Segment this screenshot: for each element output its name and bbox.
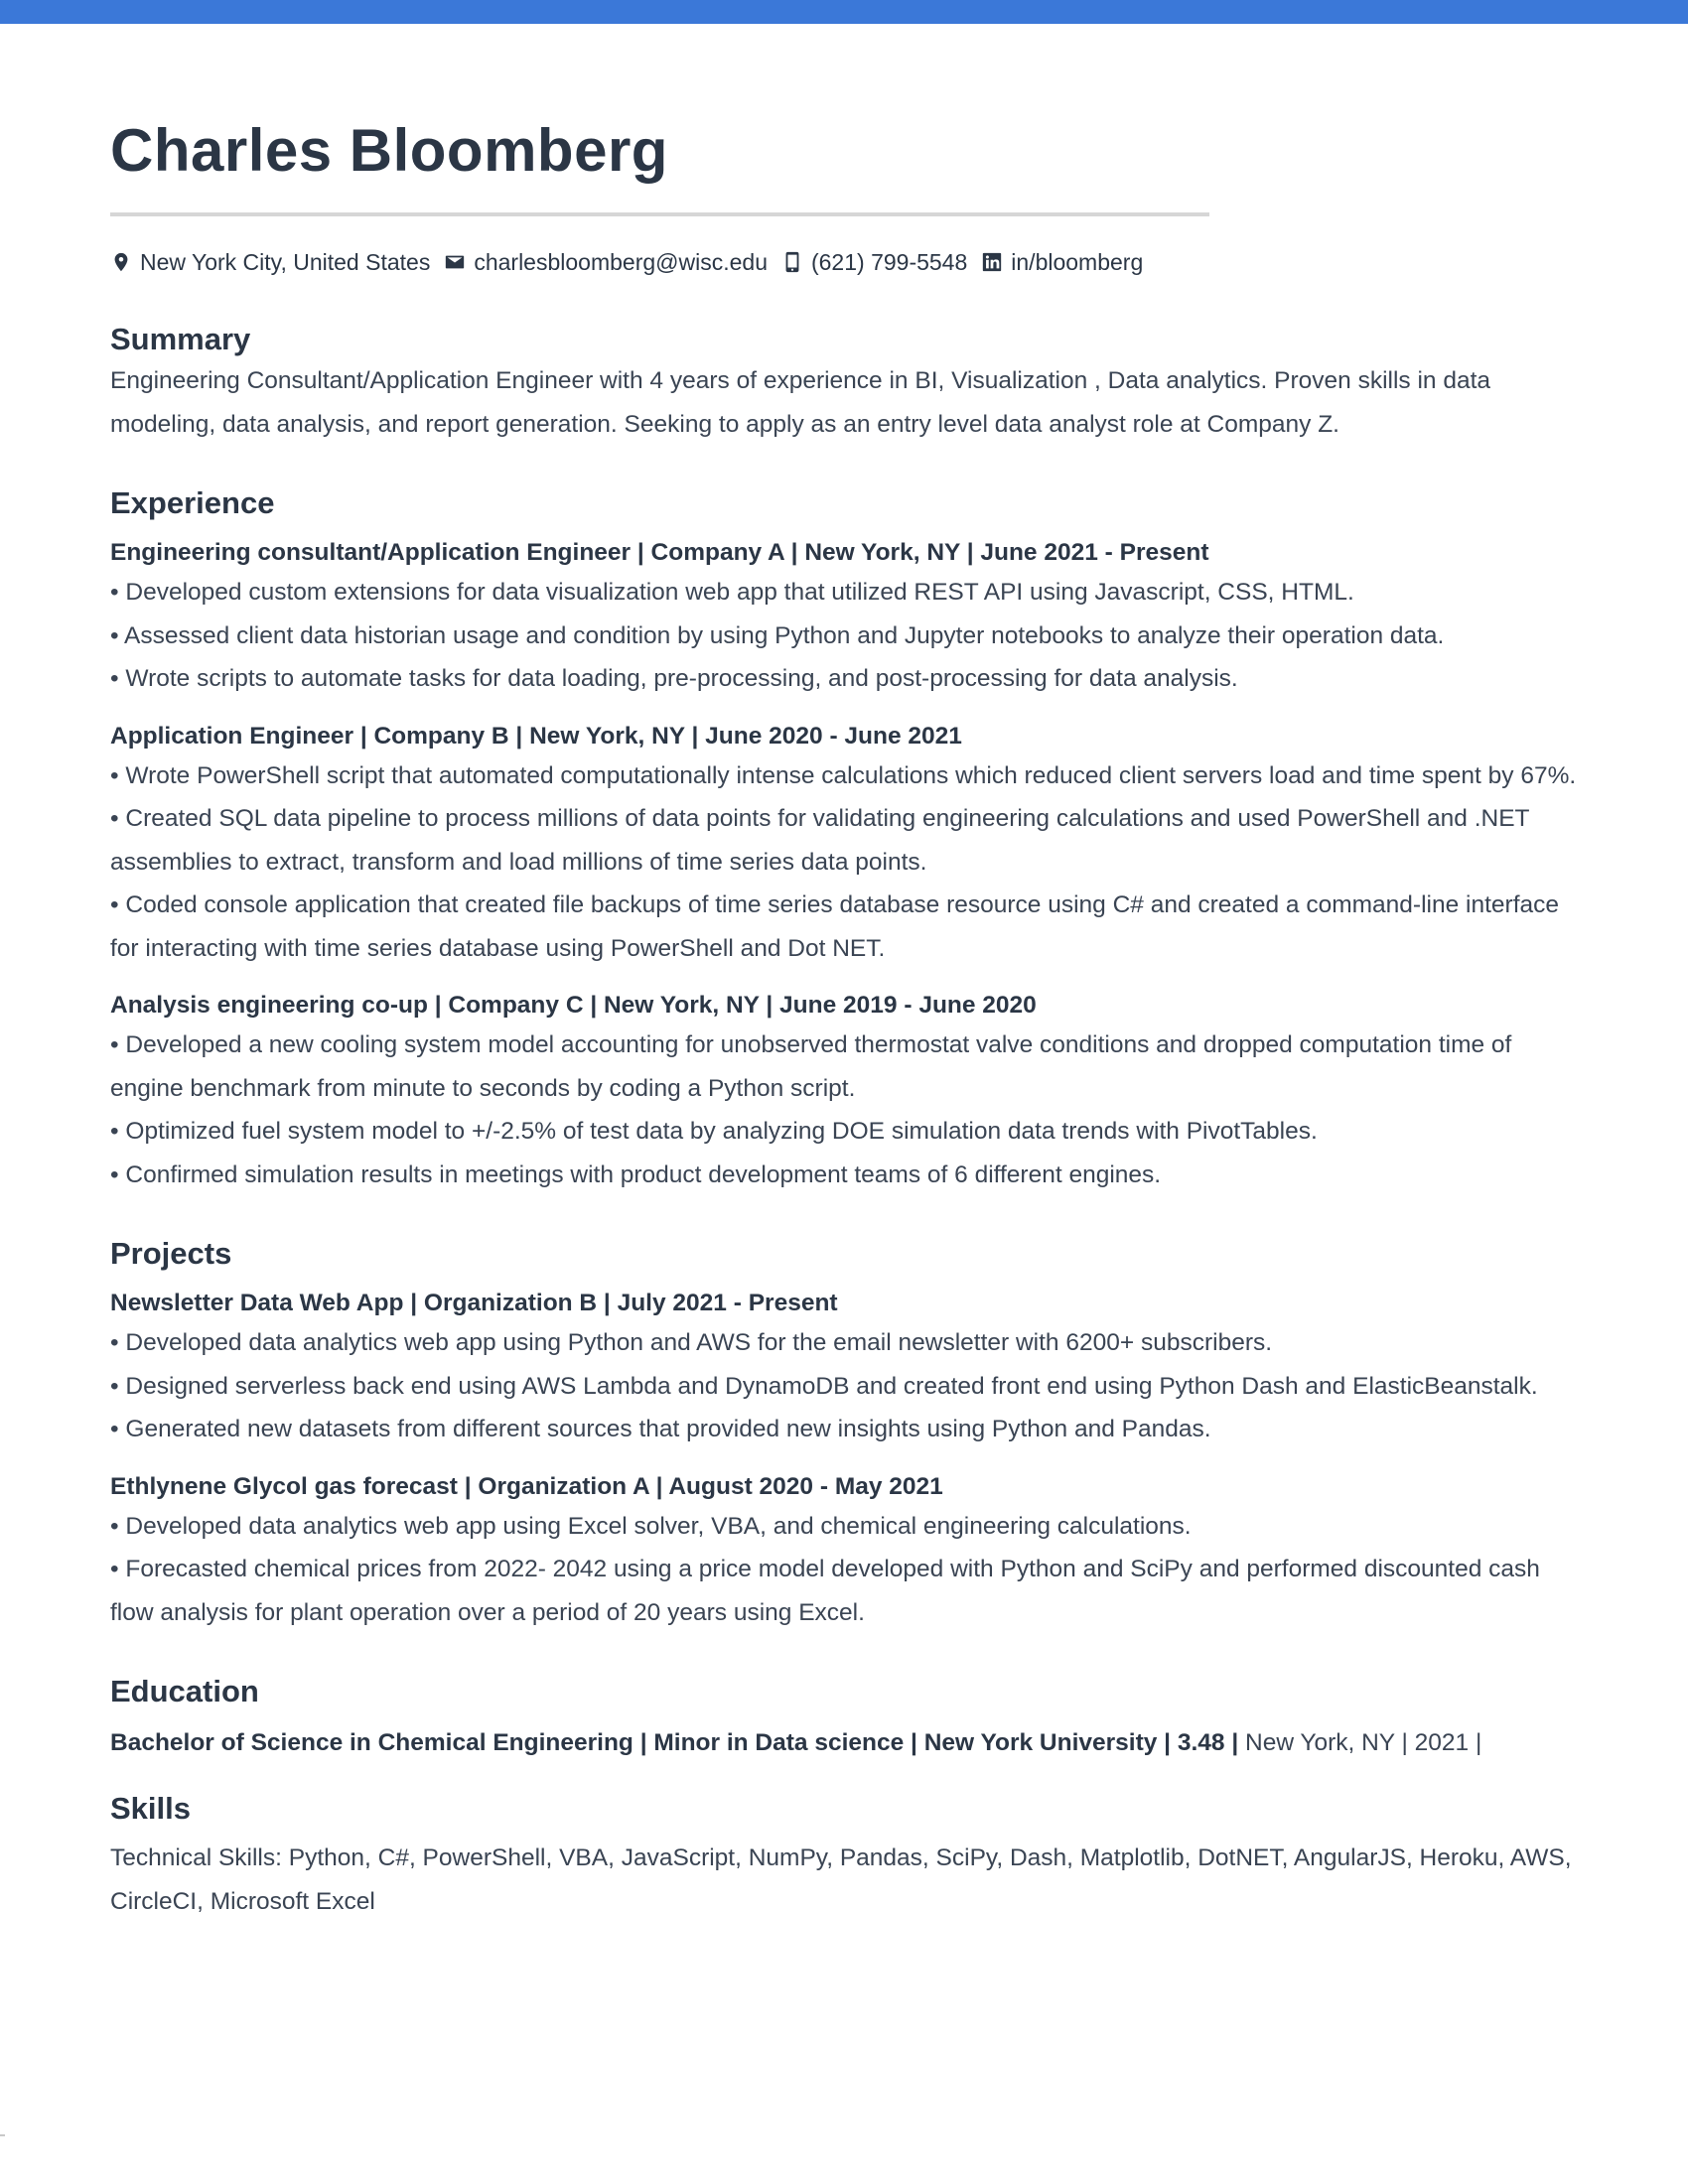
- bullet-item: • Assessed client data historian usage and condition by using Python and Jupyter notebooks to analyze their operation data.: [110, 614, 1580, 658]
- education-details: New York, NY | 2021 |: [1238, 1729, 1482, 1756]
- education-heading: Education: [110, 1674, 259, 1708]
- contact-phone-text[interactable]: (621) 799-5548: [810, 249, 968, 275]
- skills-text: Technical Skills: Python, C#, PowerShell, VBA, JavaScript, NumPy, Pandas, SciPy, Dash, Matplotlib, DotNET, AngularJS, Heroku, AWS, CircleCI, Microsoft Excel: [110, 1844, 1572, 1915]
- bullet-item: • Developed data analytics web app using Excel solver, VBA, and chemical engineering calculations.: [110, 1505, 1580, 1549]
- candidate-name: Charles Bloomberg: [110, 117, 668, 184]
- page-edge-mark: [0, 2134, 5, 2136]
- projects-section: [110, 1234, 1580, 1634]
- summary-text: Engineering Consultant/Application Engineer with 4 years of experience in BI, Visualization , Data analytics. Proven skills in data modeling, data analysis, and report generation. Seeking to apply as an entry level data analyst role at Company Z.: [110, 367, 1491, 438]
- experience-entry: [110, 535, 1580, 701]
- contact-email-text[interactable]: charlesbloomberg@wisc.edu: [474, 249, 768, 275]
- bullet-item: • Designed serverless back end using AWS Lambda and DynamoDB and created front end using Python Dash and ElasticBeanstalk.: [110, 1365, 1580, 1409]
- experience-bullets: [110, 571, 1580, 701]
- bullet-item: • Created SQL data pipeline to process millions of data points for validating engineering calculations and used PowerShell and .NET assemblies to extract, transform and load millions of time series data points.: [110, 797, 1580, 884]
- linkedin-icon: [981, 251, 1003, 273]
- education-section: [110, 1672, 1580, 1763]
- project-entry: [110, 1286, 1580, 1451]
- location-pin-icon: [110, 251, 132, 273]
- experience-bullets: [110, 1024, 1580, 1196]
- top-accent-bar: [0, 0, 1688, 24]
- experience-entry: [110, 988, 1580, 1196]
- bullet-item: • Wrote PowerShell script that automated computationally intense calculations which reduced client servers load and time spent by 67%.: [110, 754, 1580, 798]
- phone-icon: [781, 251, 803, 273]
- experience-bullets: [110, 754, 1580, 971]
- project-bullets: [110, 1505, 1580, 1635]
- bullet-item: • Optimized fuel system model to +/-2.5% of test data by analyzing DOE simulation data trends with PivotTables.: [110, 1110, 1580, 1154]
- bullet-item: • Forecasted chemical prices from 2022- 2042 using a price model developed with Python and SciPy and performed discounted cash flow analysis for plant operation over a period of 20 years using Excel.: [110, 1548, 1580, 1634]
- bullet-item: • Confirmed simulation results in meetings with product development teams of 6 different engines.: [110, 1154, 1580, 1197]
- summary-heading: Summary: [110, 322, 251, 356]
- resume-page: [110, 111, 1580, 1923]
- bullet-item: • Developed custom extensions for data visualization web app that utilized REST API using Javascript, CSS, HTML.: [110, 571, 1580, 614]
- contact-linkedin-text[interactable]: in/bloomberg: [1011, 249, 1144, 275]
- project-entry: [110, 1469, 1580, 1635]
- project-entry-title: Newsletter Data Web App | Organization B | July 2021 - Present: [110, 1290, 838, 1316]
- bullet-item: • Wrote scripts to automate tasks for data loading, pre-processing, and post-processing for data analysis.: [110, 657, 1580, 701]
- experience-entry-title: Engineering consultant/Application Engineer | Company A | New York, NY | June 2021 - Present: [110, 539, 1209, 566]
- contact-bar: [110, 246, 1580, 278]
- envelope-icon: [444, 251, 466, 273]
- bullet-item: • Coded console application that created file backups of time series database resource using C# and created a command-line interface for interacting with time series database using PowerShell and Dot NET.: [110, 884, 1580, 970]
- project-entry-title: Ethlynene Glycol gas forecast | Organization A | August 2020 - May 2021: [110, 1472, 943, 1500]
- education-degree: Bachelor of Science in Chemical Engineering | Minor in Data science | New York University | 3.48 |: [110, 1729, 1239, 1756]
- bullet-item: • Generated new datasets from different sources that provided new insights using Python and Pandas.: [110, 1408, 1580, 1451]
- project-bullets: [110, 1321, 1580, 1451]
- experience-section: [110, 483, 1580, 1196]
- contact-location-text: New York City, United States: [140, 249, 431, 275]
- experience-entry-title: Analysis engineering co-up | Company C | New York, NY | June 2019 - June 2020: [110, 992, 1037, 1019]
- summary-section: [110, 320, 1580, 446]
- contact-phone[interactable]: [781, 246, 967, 278]
- contact-linkedin[interactable]: [981, 246, 1143, 278]
- skills-section: [110, 1789, 1580, 1923]
- education-entry: [110, 1723, 1580, 1763]
- contact-email[interactable]: [444, 246, 768, 278]
- skills-heading: Skills: [110, 1791, 191, 1826]
- bullet-item: • Developed data analytics web app using Python and AWS for the email newsletter with 6200+ subscribers.: [110, 1321, 1580, 1365]
- experience-entry-title: Application Engineer | Company B | New York, NY | June 2020 - June 2021: [110, 722, 962, 750]
- experience-entry: [110, 719, 1580, 971]
- experience-heading: Experience: [110, 485, 275, 520]
- header-divider: [110, 212, 1209, 216]
- projects-heading: Projects: [110, 1236, 232, 1271]
- bullet-item: • Developed a new cooling system model accounting for unobserved thermostat valve conditions and dropped computation time of engine benchmark from minute to seconds by coding a Python script.: [110, 1024, 1580, 1110]
- contact-location: [110, 246, 430, 278]
